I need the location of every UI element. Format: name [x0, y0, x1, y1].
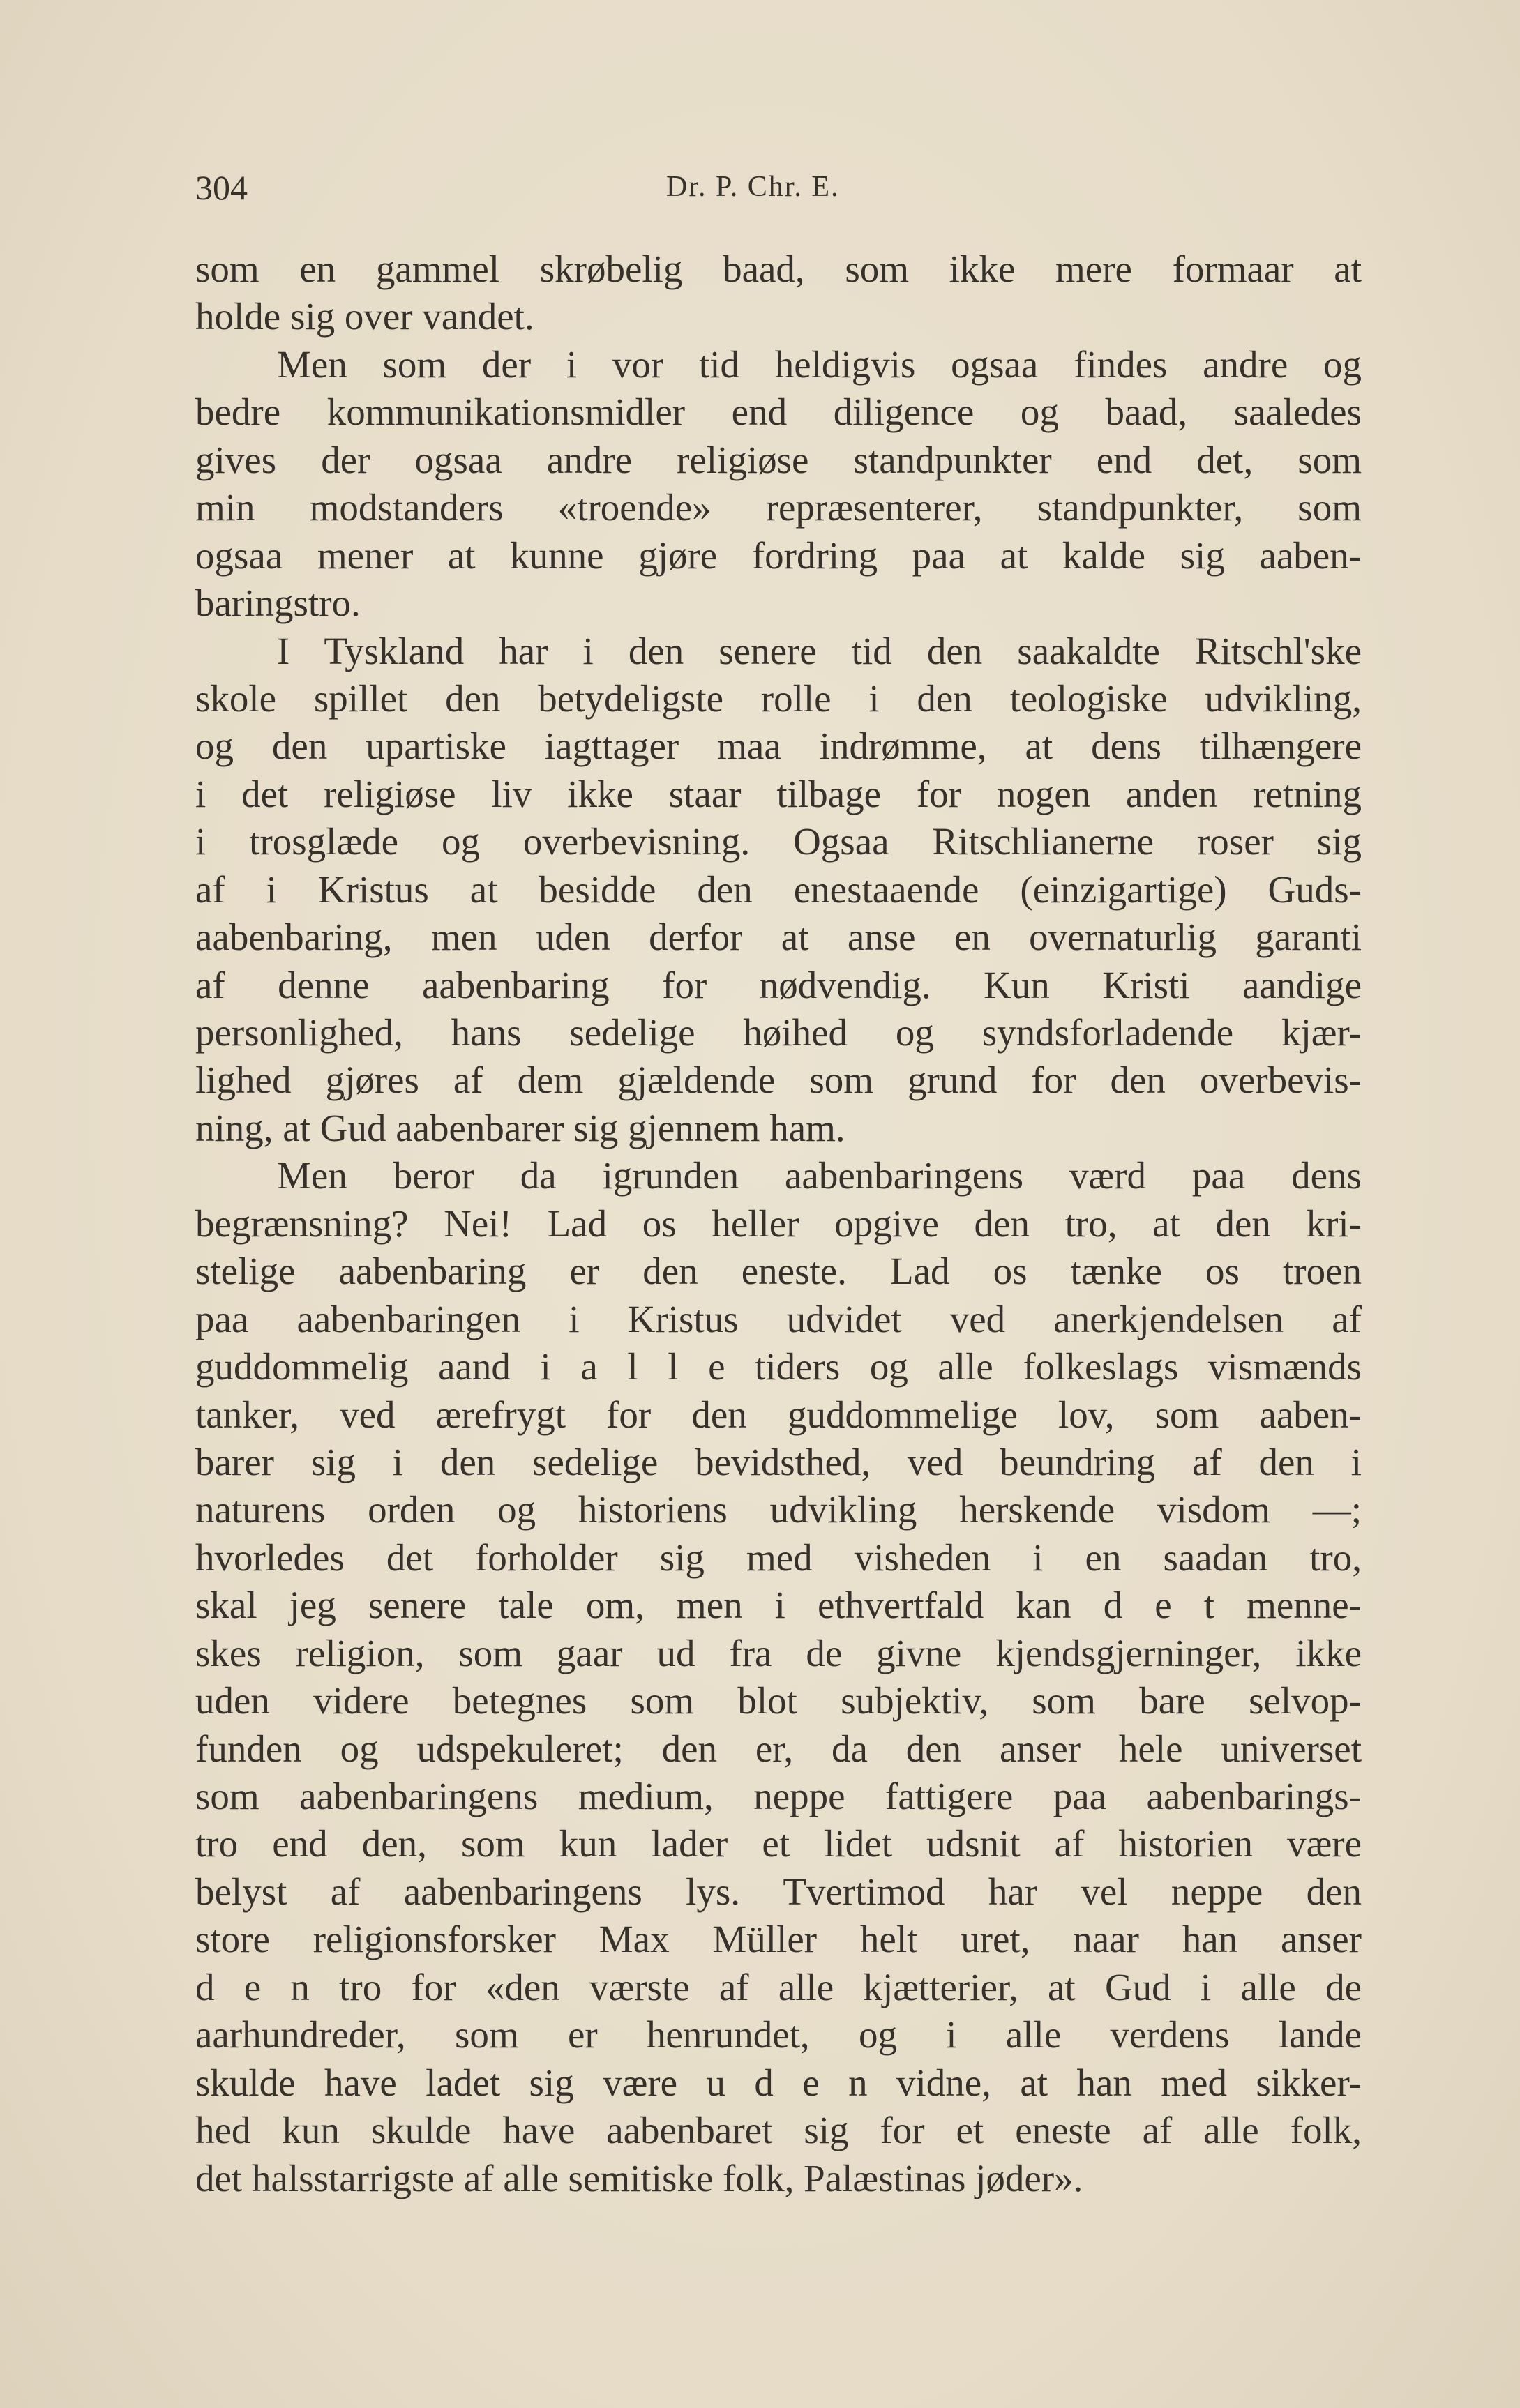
text-line: holde sig over vandet. — [195, 295, 534, 338]
text-line: som aabenbaringens medium, neppe fattigere paa aabenbarings- — [195, 1775, 1362, 1817]
text-line: hvorledes det forholder sig med visheden i en saadan tro, — [195, 1536, 1362, 1579]
text-line: skes religion, som gaar ud fra de givne kjendsgjerninger, ikke — [195, 1631, 1362, 1674]
text-line: min modstanders «troende» repræsenterer, standpunkter, som — [195, 486, 1362, 529]
text-line: skole spillet den betydeligste rolle i den teologiske udvikling, — [195, 676, 1362, 720]
text-line: bedre kommunikationsmidler end diligence og baad, saaledes — [195, 391, 1362, 434]
text-line: tanker, ved ærefrygt for den guddommelige lov, som aaben- — [195, 1393, 1362, 1436]
text-line: i det religiøse liv ikke staar tilbage for nogen anden retning — [195, 772, 1362, 815]
text-line: store religionsforsker Max Müller helt uret, naar han anser — [195, 1918, 1362, 1961]
text-line: personlighed, hans sedelige høihed og syndsforladende kjær- — [195, 1011, 1362, 1054]
text-line: baringstro. — [195, 582, 361, 625]
text-line: ning, at Gud aabenbarer sig gjennem ham. — [195, 1106, 845, 1149]
text-line: naturens orden og historiens udvikling herskende visdom —; — [195, 1488, 1362, 1531]
text-line: guddommelig aand i a l l e tiders og alle folkeslags vismænds — [195, 1345, 1362, 1388]
text-line: stelige aabenbaring er den eneste. Lad os tænke os troen — [195, 1250, 1362, 1293]
text-line: uden videre betegnes som blot subjektiv, som bare selvop- — [195, 1679, 1362, 1722]
text-line: aabenbaring, men uden derfor at anse en overnaturlig garanti — [195, 916, 1362, 959]
text-line: det halsstarrigste af alle semitiske folk, Palæstinas jøder». — [195, 2156, 1083, 2199]
text-line: aarhundreder, som er henrundet, og i alle verdens lande — [195, 2013, 1362, 2057]
text-line: Men beror da igrunden aabenbaringens værd paa dens — [277, 1154, 1362, 1197]
body-text — [195, 245, 1362, 2202]
text-line: i trosglæde og overbevisning. Ogsaa Ritschlianerne roser sig — [195, 820, 1362, 863]
text-line: funden og udspekuleret; den er, da den anser hele universet — [195, 1727, 1362, 1770]
text-line: begrænsning? Nei! Lad os heller opgive den tro, at den kri- — [195, 1202, 1362, 1245]
text-line: og den upartiske iagttager maa indrømme, at dens tilhængere — [195, 725, 1362, 768]
text-line: belyst af aabenbaringens lys. Tvertimod har vel neppe den — [195, 1870, 1362, 1913]
text-line: Men som der i vor tid heldigvis ogsaa findes andre og — [277, 342, 1362, 386]
text-line: af i Kristus at besidde den enestaaende (einzigartige) Guds- — [195, 868, 1362, 911]
text-line: gives der ogsaa andre religiøse standpunkter end det, som — [195, 438, 1362, 481]
text-line: skal jeg senere tale om, men i ethvertfald kan d e t menne- — [195, 1584, 1362, 1627]
running-title: Dr. P. Chr. E. — [666, 171, 840, 203]
text-line: tro end den, som kun lader et lidet udsnit af historien være — [195, 1822, 1362, 1865]
text-line: skulde have ladet sig være u d e n vidne, at han med sikker- — [195, 2061, 1362, 2104]
text-line: paa aabenbaringen i Kristus udvidet ved anerkjendelsen af — [195, 1297, 1362, 1340]
page-number: 304 — [195, 168, 248, 207]
text-line: hed kun skulde have aabenbaret sig for et eneste af alle folk, — [195, 2109, 1362, 2152]
text-line: af denne aabenbaring for nødvendig. Kun Kristi aandige — [195, 963, 1362, 1006]
text-line: I Tyskland har i den senere tid den saakaldte Ritschl'ske — [277, 629, 1362, 672]
text-line: lighed gjøres af dem gjældende som grund for den overbevis- — [195, 1059, 1362, 1102]
text-line: ogsaa mener at kunne gjøre fordring paa at kalde sig aaben- — [195, 533, 1362, 577]
page-header — [195, 167, 1362, 216]
text-line: barer sig i den sedelige bevidsthed, ved beundring af den i — [195, 1440, 1362, 1483]
text-line: d e n tro for «den værste af alle kjætterier, at Gud i alle de — [195, 1965, 1362, 2008]
text-line: som en gammel skrøbelig baad, som ikke mere formaar at — [195, 248, 1362, 290]
